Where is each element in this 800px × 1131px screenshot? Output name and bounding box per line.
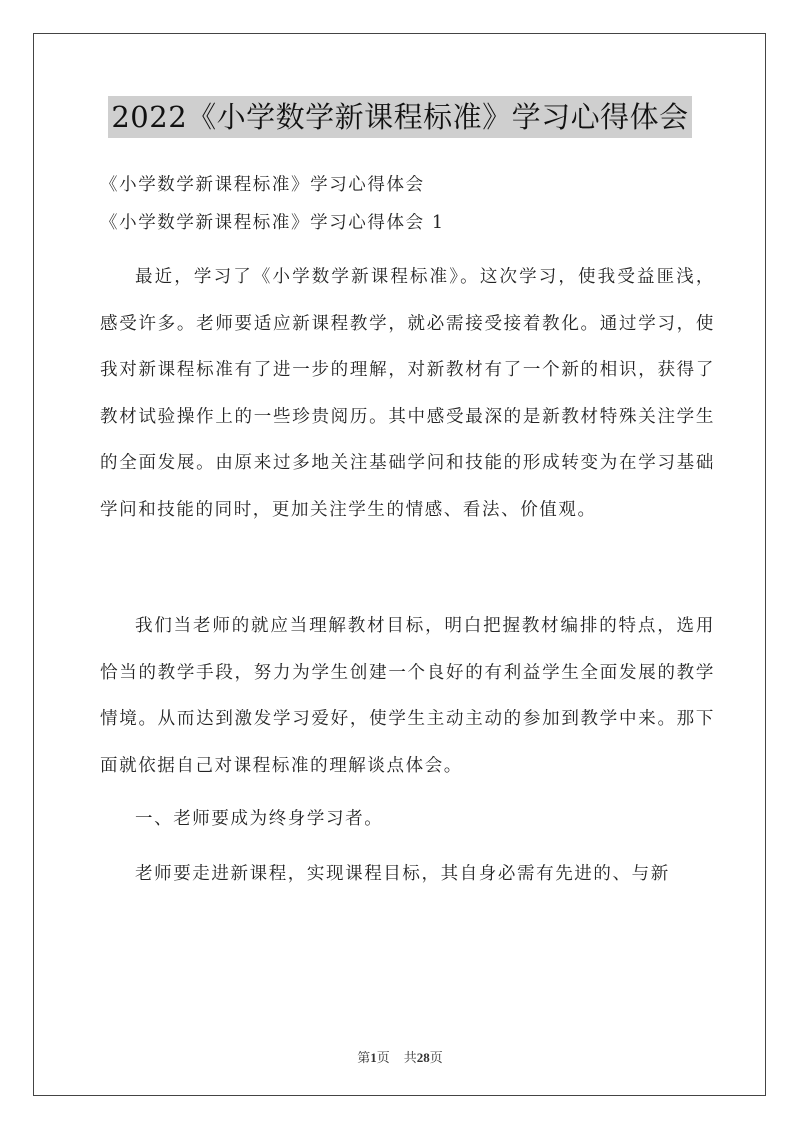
paragraph-3-heading: 一、老师要成为终身学习者。	[135, 809, 384, 829]
total-pages: 28	[416, 1050, 430, 1065]
subheading-1: 《小学数学新课程标准》学习心得体会	[100, 175, 425, 195]
title-container	[0, 96, 800, 138]
subheading-2: 《小学数学新课程标准》学习心得体会 1	[100, 213, 445, 233]
paragraph-4: 老师要走进新课程，实现课程目标，其自身必需有先进的、与新	[135, 863, 670, 884]
document-title: 2022《小学数学新课程标准》学习心得体会	[108, 96, 691, 138]
total-prefix: 共	[403, 1051, 417, 1066]
page-prefix: 第	[357, 1051, 371, 1066]
page-footer	[0, 1047, 800, 1066]
paragraph-2: 我们当老师的就应当理解教材目标，明白把握教材编排的特点，选用恰当的教学手段，努力为学生创建一个良好的有利益学生全面发展的教学情境。从而达到激发学习爱好，使学生主动主动的参加到教学中来。那下面就依据自己对课程标准的理解谈点体会。	[100, 616, 715, 776]
document-body	[100, 166, 715, 897]
page-unit: 页	[376, 1051, 390, 1066]
total-unit: 页	[429, 1051, 443, 1066]
paragraph-1: 最近，学习了《小学数学新课程标准》。这次学习，使我受益匪浅，感受许多。老师要适应新课程教学，就必需接受接着教化。通过学习，使我对新课程标准有了进一步的理解，对新教材有了一个新的相识，获得了教材试验操作上的一些珍贵阅历。其中感受最深的是新教材特殊关注学生的全面发展。由原来过多地关注基础学问和技能的形成转变为在学习基础学问和技能的同时，更加关注学生的情感、看法、价值观。	[100, 267, 715, 520]
page-number: 1	[370, 1050, 377, 1065]
